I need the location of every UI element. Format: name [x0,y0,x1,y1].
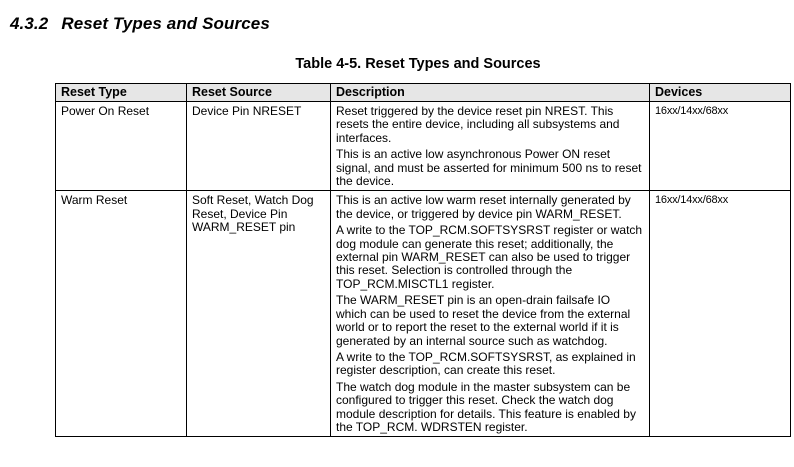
description-paragraph: The WARM_RESET pin is an open-drain failsafe IO which can be used to reset the device from the external world or to report the reset to the external world if it is generated by an internal source such as watchdog. [336,293,631,348]
reset-types-table [55,83,791,437]
header-description: Description [331,84,650,102]
reset-source-cell: Soft Reset, Watch Dog Reset, Device Pin WARM_RESET pin [187,191,331,437]
description-paragraph: This is an active low asynchronous Power ON reset signal, and must be asserted for minimum 500 ns to reset the device. [336,147,642,189]
section-title: Reset Types and Sources [61,14,270,33]
description-paragraph: A write to the TOP_RCM.SOFTSYSRST, as explained in register description, can create this reset. [336,349,636,378]
section-number: 4.3.2 [10,14,49,33]
header-reset-source: Reset Source [187,84,331,102]
reset-type-cell: Warm Reset [56,191,187,437]
description-cell [331,191,650,437]
description-cell [331,102,650,191]
description-paragraph: A write to the TOP_RCM.SOFTSYSRST register or watch dog module can generate this reset; additionally, the external pin WARM_RESET can also be used to trigger this reset. Selection is controlled through the TOP_RCM.MISCTL1 register. [336,223,643,291]
reset-type-cell: Power On Reset [56,102,187,191]
table-row [56,102,791,191]
section-heading [10,14,270,34]
description-paragraph: This is an active low warm reset internally generated by the device, or triggered by device pin WARM_RESET. [336,193,631,221]
devices-cell: 16xx/14xx/68xx [650,102,791,191]
description-paragraph: Reset triggered by the device reset pin NREST. This resets the entire device, including all subsystems and interfaces. [336,104,620,145]
devices-cell: 16xx/14xx/68xx [650,191,791,437]
header-devices: Devices [650,84,791,102]
table-header-row [56,84,791,102]
table-caption: Table 4-5. Reset Types and Sources [295,56,541,72]
description-paragraph: The watch dog module in the master subsystem can be configured to trigger this reset. Check the watch dog module description for details. This feature is enabled by the TOP_RCM. WDRSTEN register. [336,379,636,434]
table-row [56,191,791,437]
reset-source-cell: Device Pin NRESET [187,102,331,191]
header-reset-type: Reset Type [56,84,187,102]
